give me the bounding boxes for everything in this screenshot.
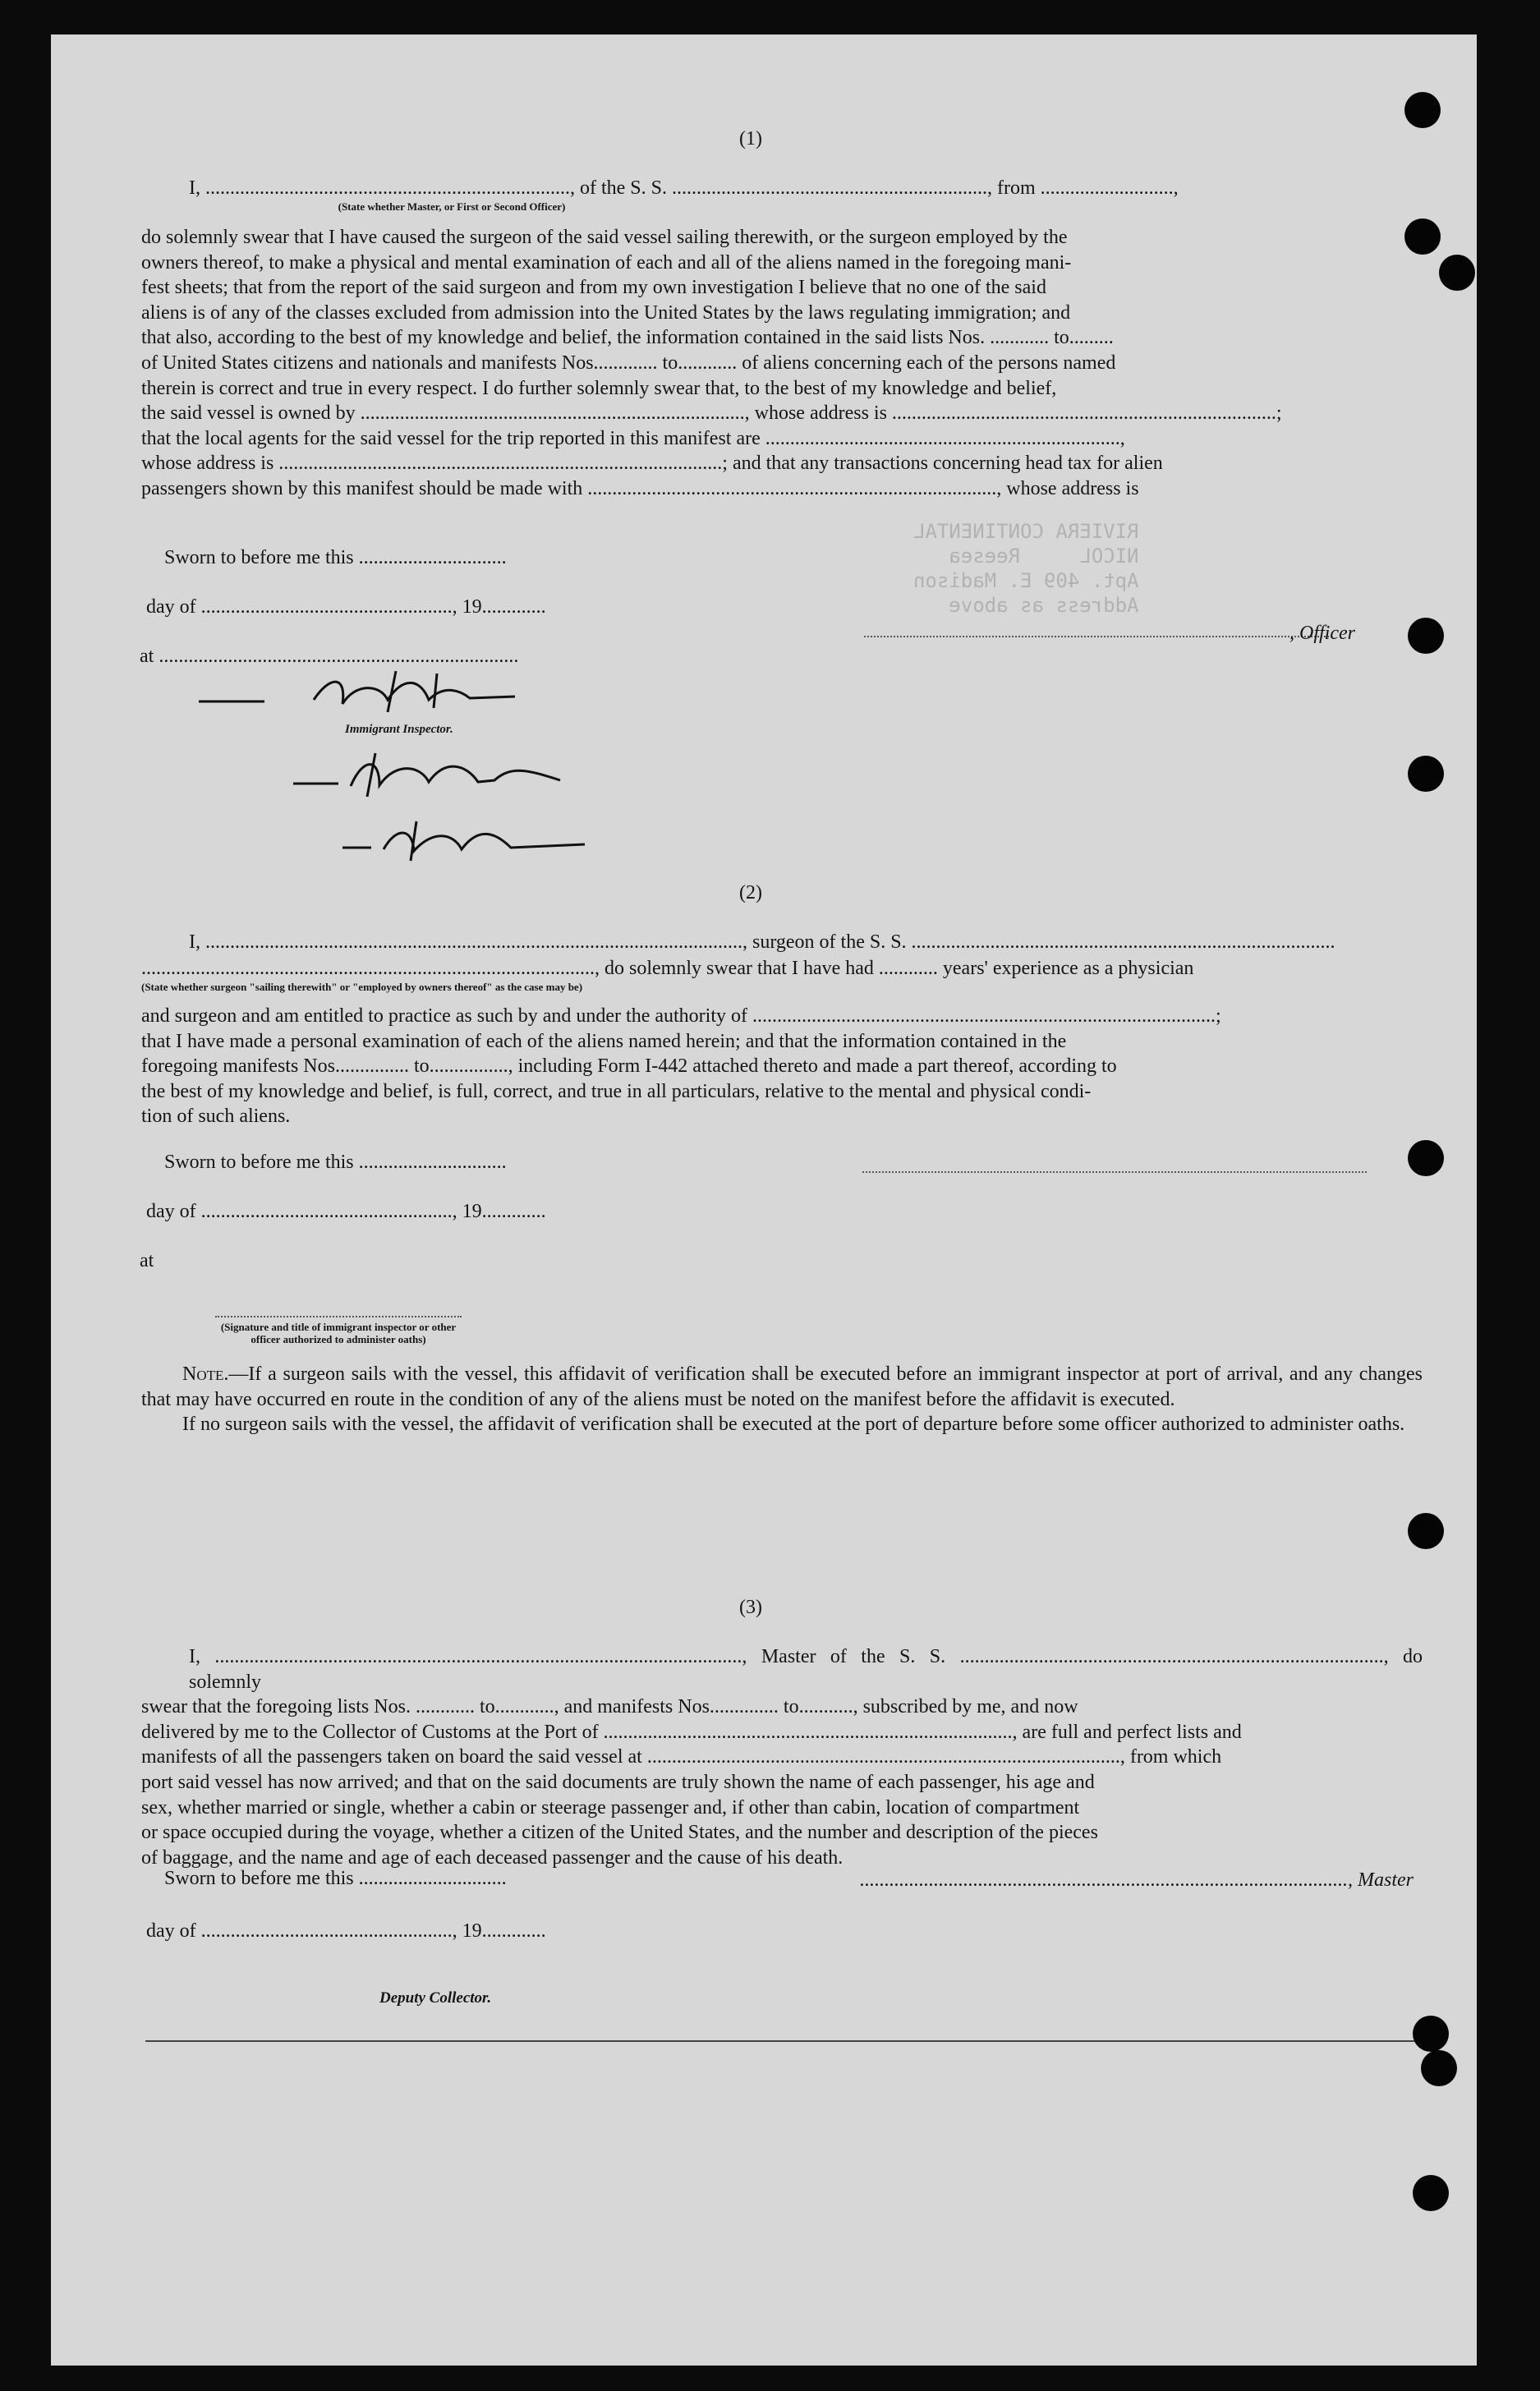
section-2-oath bbox=[141, 1004, 1423, 1129]
section-2-note bbox=[141, 1362, 1423, 1437]
note-text-1: —If a surgeon sails with the vessel, this affidavit of verification shall be executed before an immigrant inspector at port of arrival, and any changes that may have occurred en route in the condition of any of the aliens must be noted on the manifest before the affidavit is executed. bbox=[141, 1363, 1423, 1410]
sworn-line-2: Sworn to before me this .............................. bbox=[164, 1152, 507, 1173]
oath-line: or space occupied during the voyage, whether a citizen of the United States, and the number and description of the pieces bbox=[141, 1822, 1098, 1844]
note-label: Note. bbox=[182, 1363, 229, 1385]
immigrant-inspector-caption: Immigrant Inspector. bbox=[345, 723, 453, 736]
punch-hole bbox=[1413, 2016, 1449, 2052]
section-2-number: (2) bbox=[739, 882, 762, 904]
section-3-oath bbox=[141, 1644, 1423, 1870]
punch-hole bbox=[1408, 1513, 1444, 1549]
day-line-1: day of ..................................................., 19............. bbox=[146, 596, 546, 618]
punch-hole bbox=[1413, 2175, 1449, 2211]
authorized-signature-caption: (Signature and title of immigrant inspector or other officer authorized to administer oaths) bbox=[220, 1321, 457, 1345]
bottom-rule bbox=[145, 2040, 1420, 2042]
officer-signature-line bbox=[864, 636, 1332, 637]
oath-line: owners thereof, to make a physical and mental examination of each and all of the aliens named in the foregoing mani- bbox=[141, 251, 1072, 274]
sworn-line-1: Sworn to before me this .............................. bbox=[164, 547, 507, 568]
oath-line: of United States citizens and nationals and manifests Nos............. to............ of aliens concerning each of the persons named bbox=[141, 352, 1116, 374]
oath-line: therein is correct and true in every respect. I do further solemnly swear that, to the best of my knowledge and belief, bbox=[141, 377, 1057, 399]
oath-line: of baggage, and the name and age of each deceased passenger and the cause of his death. bbox=[141, 1846, 844, 1869]
note-paragraph-1 bbox=[141, 1362, 1423, 1412]
oath-line: I, ..........................................................................................................., Master of the S. S. ......................................................................................, do solemnly bbox=[189, 1646, 1423, 1693]
at-line-1: at ......................................................................... bbox=[140, 646, 519, 667]
punch-hole bbox=[1439, 255, 1475, 291]
oath-line: that the local agents for the said vessel for the trip reported in this manifest are ........................................................................, bbox=[141, 427, 1125, 449]
oath-line: swear that the foregoing lists Nos. ............ to............, and manifests Nos.............. to..........., subscribed by me, and now bbox=[141, 1696, 1078, 1718]
oath-line: that I have made a personal examination of each of the aliens named herein; and that the information contained in the bbox=[141, 1030, 1067, 1052]
section-3-number: (3) bbox=[739, 1597, 762, 1618]
oath-line: aliens is of any of the classes excluded from admission into the United States by the laws regulating immigration; and bbox=[141, 301, 1071, 324]
oath-line: the best of my knowledge and belief, is full, correct, and true in all particulars, relative to the mental and physical condi- bbox=[141, 1080, 1092, 1102]
oath-line: the said vessel is owned by .............................................................................., whose address is ..............................................................................; bbox=[141, 402, 1282, 425]
surgeon-status-caption: (State whether surgeon "sailing therewith" or "employed by owners thereof" as the case may be) bbox=[141, 981, 583, 993]
sworn-line-3: Sworn to before me this .............................. bbox=[164, 1868, 507, 1889]
oath-line: do solemnly swear that I have caused the surgeon of the said vessel sailing therewith, or the surgeon employed by the bbox=[141, 227, 1068, 248]
note-paragraph-2: If no surgeon sails with the vessel, the affidavit of verification shall be executed at the port of departure before some officer authorized to administer oaths. bbox=[182, 1414, 1405, 1436]
inspector-signature-2 bbox=[289, 749, 585, 798]
section-2-line-2: ............................................................................................, do solemnly swear that I have had ............ years' experience as a physician bbox=[141, 958, 1194, 979]
section-1-number: (1) bbox=[739, 128, 762, 149]
bleed-through-text: RIVIERA CONTINENTAL NICOL Reesea Apt. 409 E. Madison Address as above bbox=[913, 520, 1139, 617]
deputy-collector-caption: Deputy Collector. bbox=[379, 1989, 492, 2007]
master-signature-line: ..................................................................................................., Master bbox=[860, 1869, 1414, 1891]
day-line-2: day of ..................................................., 19............. bbox=[146, 1201, 546, 1222]
at-line-2: at bbox=[140, 1250, 154, 1271]
authorized-signature-line bbox=[215, 1316, 462, 1317]
oath-line: passengers shown by this manifest should be made with ..................................................................................., whose address is bbox=[141, 477, 1139, 499]
punch-hole bbox=[1404, 92, 1441, 128]
punch-hole bbox=[1408, 1140, 1444, 1176]
day-line-3: day of ..................................................., 19............. bbox=[146, 1920, 546, 1942]
manifest-verification-page bbox=[51, 34, 1477, 2366]
oath-line: and surgeon and am entitled to practice as such by and under the authority of ..............................................................................................; bbox=[141, 1005, 1221, 1027]
officer-rank-caption: (State whether Master, or First or Second Officer) bbox=[338, 200, 566, 213]
punch-hole bbox=[1404, 218, 1441, 255]
oath-line: fest sheets; that from the report of the said surgeon and from my own investigation I believe that no one of the said bbox=[141, 277, 1046, 299]
section-2-line-1: I, ............................................................................................................., surgeon of the S. S. ...................................................................................... bbox=[189, 931, 1335, 953]
section-1-oath bbox=[141, 225, 1423, 502]
surgeon-signature-line bbox=[862, 1171, 1367, 1173]
section-1-head: I, .........................................................................., of the S. S. ................................................................, from ..........................., bbox=[189, 177, 1179, 199]
oath-line: delivered by me to the Collector of Customs at the Port of ..................................................................................., are full and perfect lists and bbox=[141, 1721, 1242, 1743]
oath-line: foregoing manifests Nos............... to................, including Form I-442 attached thereto and made a part thereof, according to bbox=[141, 1055, 1117, 1078]
punch-hole bbox=[1421, 2050, 1457, 2086]
oath-line: manifests of all the passengers taken on board the said vessel at ................................................................................................, from which bbox=[141, 1746, 1222, 1768]
inspector-signature-3 bbox=[338, 815, 601, 864]
oath-line: sex, whether married or single, whether a cabin or steerage passenger and, if other than cabin, location of compartment bbox=[141, 1796, 1080, 1819]
oath-line: tion of such aliens. bbox=[141, 1106, 291, 1128]
officer-label: , Officer bbox=[1289, 623, 1355, 644]
punch-hole bbox=[1408, 618, 1444, 654]
oath-line: whose address is ..........................................................................................; and that any transactions concerning head tax for alien bbox=[141, 453, 1163, 475]
oath-line: port said vessel has now arrived; and that on the said documents are truly shown the name of each passenger, his age and bbox=[141, 1771, 1095, 1793]
punch-hole bbox=[1408, 756, 1444, 792]
inspector-signature-1 bbox=[191, 667, 536, 716]
oath-line: that also, according to the best of my knowledge and belief, the information contained in the said lists Nos. ............ to......... bbox=[141, 327, 1114, 349]
